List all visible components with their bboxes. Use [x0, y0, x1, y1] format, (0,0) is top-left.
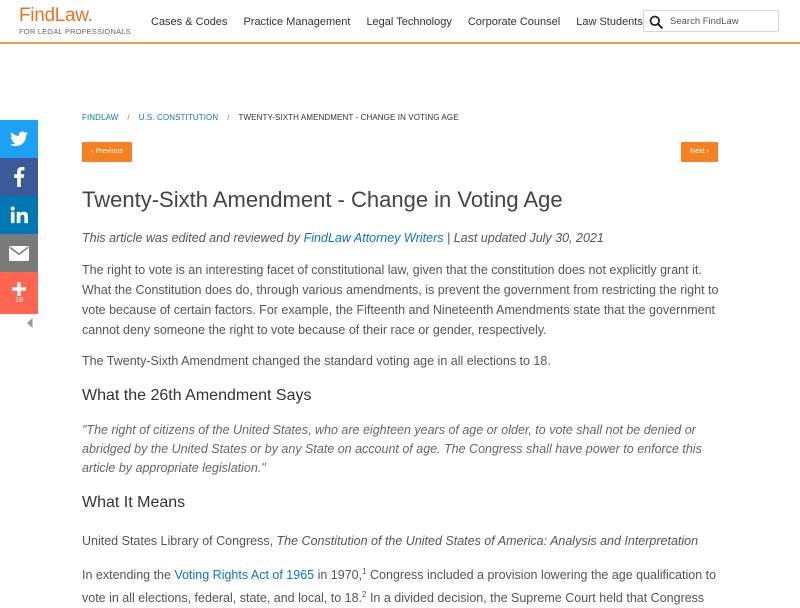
share-more-button[interactable]: [0, 272, 38, 314]
amendment-quote: "The right of citizens of the United States, who are eighteen years of age or older, to vote shall not be denied or abridged by the United States or by any State on account of age. The Congress shall have power to enforce this article by appropriate legislation.": [82, 423, 702, 475]
byline-updated: | Last updated July 30, 2021: [443, 231, 604, 245]
nav-practice-management[interactable]: Practice Management: [243, 16, 351, 28]
collapse-share-icon[interactable]: [26, 318, 34, 328]
main-nav: [151, 16, 659, 28]
article-byline: [82, 230, 722, 247]
share-twitter-button[interactable]: [0, 120, 38, 158]
meaning-text-1: In extending the: [82, 568, 175, 583]
author-link[interactable]: FindLaw Attorney Writers: [303, 231, 444, 245]
section-heading-says: What the 26th Amendment Says: [82, 387, 312, 404]
meaning-text-3: Congress included a provision lowering the age qualification to vote in all elections, federal, state, and local, to 18.: [82, 568, 717, 606]
share-count: 18: [15, 297, 23, 304]
meaning-text-4: In a divided decision, the Supreme Court held that Congress: [366, 591, 705, 606]
nav-cases-codes[interactable]: Cases & Codes: [151, 16, 228, 28]
breadcrumb-separator: /: [227, 113, 230, 122]
linkedin-icon: [10, 206, 28, 224]
previous-button[interactable]: ‹ Previous: [82, 142, 132, 162]
breadcrumb-us-constitution[interactable]: U.S. CONSTITUTION: [138, 113, 219, 122]
search-input[interactable]: [670, 12, 774, 30]
article-body: [82, 186, 722, 608]
site-header: [0, 0, 800, 44]
breadcrumb-current: TWENTY-SIXTH AMENDMENT - CHANGE IN VOTING AGE: [238, 113, 459, 122]
search-icon[interactable]: [649, 15, 663, 29]
breadcrumb-separator: /: [127, 113, 130, 122]
source-citation: [82, 531, 722, 551]
byline-prefix: This article was edited and reviewed by: [82, 231, 304, 245]
summary-paragraph: The Twenty-Sixth Amendment changed the standard voting age in all elections to 18.: [82, 354, 551, 368]
plus-icon: [12, 282, 26, 296]
page-title: Twenty-Sixth Amendment - Change in Voting Age: [82, 187, 563, 212]
nav-legal-technology[interactable]: Legal Technology: [366, 16, 452, 28]
facebook-icon: [13, 167, 25, 187]
next-button[interactable]: Next ›: [681, 142, 718, 162]
logo-wordmark[interactable]: FindLaw.: [19, 5, 93, 26]
meaning-text-2: in 1970,: [314, 568, 363, 583]
footnote-2[interactable]: 2: [362, 590, 367, 600]
social-share-bar: [0, 120, 38, 314]
source-title: The Constitution of the United States of America: Analysis and Interpretation: [276, 534, 699, 548]
findlaw-logo[interactable]: [19, 6, 131, 36]
meaning-paragraph: [82, 562, 722, 608]
footnote-1[interactable]: 1: [362, 567, 367, 576]
breadcrumb-findlaw[interactable]: FINDLAW: [82, 113, 119, 122]
breadcrumb: [82, 113, 459, 122]
source-prefix: United States Library of Congress,: [82, 534, 277, 548]
nav-corporate-counsel[interactable]: Corporate Counsel: [467, 16, 561, 28]
share-email-button[interactable]: [0, 234, 38, 272]
share-linkedin-button[interactable]: [0, 196, 38, 234]
intro-paragraph: The right to vote is an interesting facet of constitutional law, given that the constitution does not explicitly grant it. What the Constitution does do, through various amendments, is prevent the government from restricting the right to vote because of certain factors. For example, the Fifteenth and Nineteenth Amendments state that the government cannot deny someone the right to vote because of their race or gender, respectively.: [82, 263, 719, 337]
logo-tagline: FOR LEGAL PROFESSIONALS: [19, 27, 131, 36]
share-facebook-button[interactable]: [0, 158, 38, 196]
section-heading-means: What It Means: [82, 494, 186, 511]
twitter-icon: [10, 131, 28, 147]
email-icon: [9, 246, 29, 261]
nav-law-students[interactable]: Law Students: [576, 16, 643, 28]
voting-rights-act-link[interactable]: Voting Rights Act of 1965: [174, 568, 315, 583]
search-box[interactable]: [643, 10, 779, 32]
